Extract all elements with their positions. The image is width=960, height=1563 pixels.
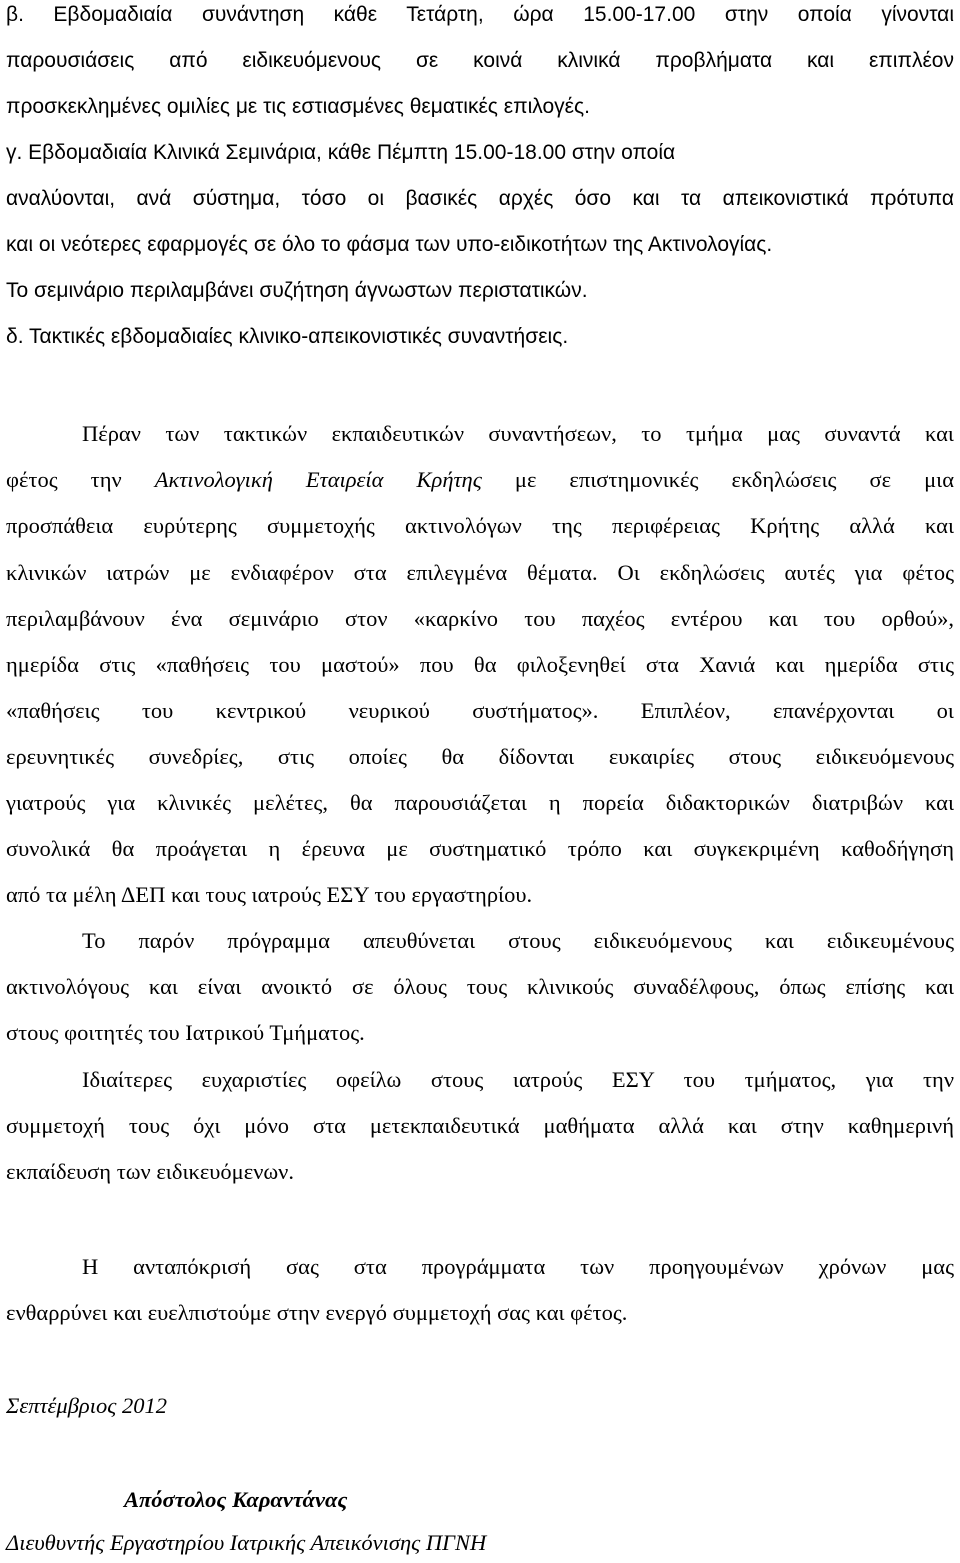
item-d-line-1: δ. Τακτικές εβδομαδιαίες κλινικο-απεικονιστικές συναντήσεις. <box>6 325 569 348</box>
para1-line-2-pre: φέτος την <box>6 467 155 492</box>
para2-line-3: στους φοιτητές του Ιατρικού Τμήματος. <box>6 1020 365 1045</box>
item-c-line-2: αναλύονται, ανά σύστημα, τόσο οι βασικές αρχές όσο και τα απεικονιστικά πρότυπα <box>6 187 954 210</box>
para1-line-2 <box>6 467 954 493</box>
item-c-line-1: γ. Εβδομαδιαία Κλινικά Σεμινάρια, κάθε Πέμπτη 15.00-18.00 στην οποία <box>6 141 676 164</box>
para1-line-9: γιατρούς για κλινικές μελέτες, θα παρουσιάζεται η πορεία διδακτορικών διατριβών και <box>6 790 954 815</box>
para1-line-10: συνολικά θα προάγεται η έρευνα με συστηματικό τρόπο και συγκεκριμένη καθοδήγηση <box>6 836 954 861</box>
para4-line-2: ενθαρρύνει και ευελπιστούμε στην ενεργό συμμετοχή σας και φέτος. <box>6 1300 628 1325</box>
item-c-line-4: Το σεμινάριο περιλαμβάνει συζήτηση άγνωστων περιστατικών. <box>6 279 588 302</box>
item-b-line-3: προσκεκλημένες ομιλίες με τις εστιασμένες θεματικές επιλογές. <box>6 95 590 118</box>
item-b-line-2: παρουσιάσεις από ειδικευόμενους σε κοινά κλινικά προβλήματα και επιπλέον <box>6 49 954 72</box>
item-c-line-3: και οι νεότερες εφαρμογές σε όλο το φάσμα των υπο-ειδικοτήτων της Ακτινολογίας. <box>6 233 773 256</box>
para1-line-5: περιλαμβάνουν ένα σεμινάριο στον «καρκίνο του παχέος εντέρου και του ορθού», <box>6 606 954 631</box>
para3-line-2: συμμετοχή τους όχι μόνο στα μετεκπαιδευτικά μαθήματα αλλά και στην καθημερινή <box>6 1113 954 1138</box>
signatory-title: Διευθυντής Εργαστηρίου Ιατρικής Απεικόνισης ΠΓΝΗ <box>6 1530 487 1555</box>
para3-line-1: Ιδιαίτερες ευχαριστίες οφείλω στους ιατρούς ΕΣΥ του τμήματος, για την <box>82 1067 954 1092</box>
item-b-line-1: β. Εβδομαδιαία συνάντηση κάθε Τετάρτη, ώρα 15.00-17.00 στην οποία γίνονται <box>6 3 954 26</box>
para1-line-4: κλινικών ιατρών με ενδιαφέρον στα επιλεγμένα θέματα. Οι εκδηλώσεις αυτές για φέτος <box>6 560 954 585</box>
para1-line-6: ημερίδα στις «παθήσεις του μαστού» που θα φιλοξενηθεί στα Χανιά και ημερίδα στις <box>6 652 954 677</box>
para1-line-8: ερευνητικές συνεδρίες, στις οποίες θα δίδονται ευκαιρίες στους ειδικευόμενους <box>6 744 954 769</box>
para4-line-1: Η ανταπόκρισή σας στα προγράμματα των προηγουμένων χρόνων μας <box>82 1254 954 1279</box>
para1-line-7: «παθήσεις του κεντρικού νευρικού συστήματος». Επιπλέον, επανέρχονται οι <box>6 698 954 723</box>
society-name: Ακτινολογική Εταιρεία Κρήτης <box>154 467 482 492</box>
para1-line-1: Πέραν των τακτικών εκπαιδευτικών συναντήσεων, το τμήμα μας συναντά και <box>82 421 954 446</box>
para2-line-1: Το παρόν πρόγραμμα απευθύνεται στους ειδικευόμενους και ειδικευμένους <box>82 928 954 953</box>
para1-line-2-post: με επιστημονικές εκδηλώσεις σε μια <box>481 467 954 492</box>
para1-line-11: από τα μέλη ΔΕΠ και τους ιατρούς ΕΣΥ του εργαστηρίου. <box>6 882 533 907</box>
para1-line-3: προσπάθεια ευρύτερης συμμετοχής ακτινολόγων της περιφέρειας Κρήτης αλλά και <box>6 513 954 538</box>
para3-line-3: εκπαίδευση των ειδικευόμενων. <box>6 1159 294 1184</box>
document-date: Σεπτέμβριος 2012 <box>6 1393 167 1418</box>
para2-line-2: ακτινολόγους και είναι ανοικτό σε όλους τους κλινικούς συναδέλφους, όπως επίσης και <box>6 974 954 999</box>
signatory-name: Απόστολος Καραντάνας <box>124 1487 348 1512</box>
